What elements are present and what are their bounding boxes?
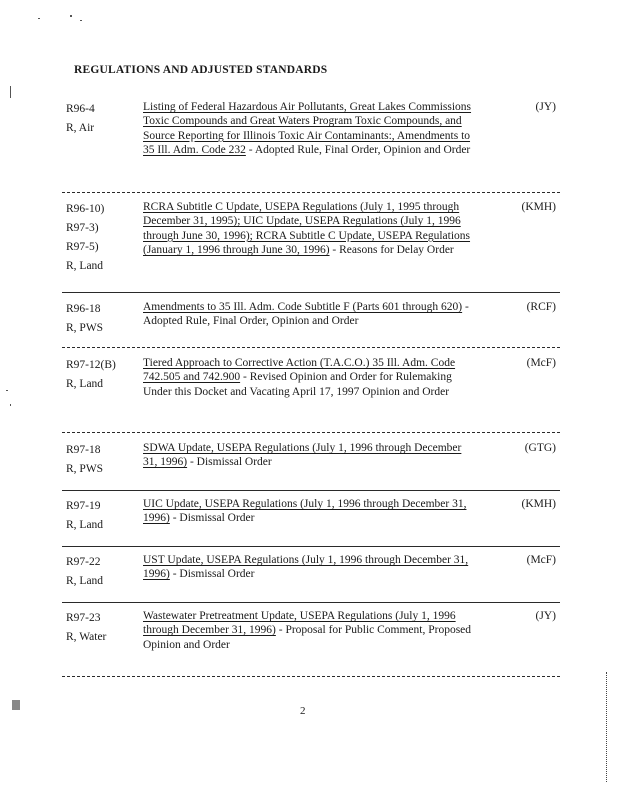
entry-title: Amendments to 35 Ill. Adm. Code Subtitle F (Parts 601 through 620) <box>143 301 463 313</box>
docket-line: R, Water <box>66 631 107 643</box>
docket-line: R, PWS <box>66 463 104 475</box>
entry-description <box>143 300 473 329</box>
entry-action: - Dismissal Order <box>169 512 255 525</box>
staff-initials: (KMH) <box>521 498 556 510</box>
docket-numbers <box>66 100 138 138</box>
docket-line: R, Land <box>66 260 104 272</box>
entry-description <box>143 356 473 399</box>
scan-speck <box>10 404 11 406</box>
entry-divider <box>62 490 560 491</box>
staff-initials: (McF) <box>526 357 556 369</box>
staff-initials: (JY) <box>535 610 556 622</box>
docket-numbers <box>66 609 138 647</box>
docket-line: R, Air <box>66 122 95 134</box>
staff-initials: (McF) <box>526 554 556 566</box>
entry-title: Tiered Approach to Corrective Action (T.A.C.O.) 35 Ill. Adm. Code 742.505 and 742.900 <box>143 357 456 384</box>
docket-line: R97-12(B) <box>66 359 116 371</box>
scan-speck <box>38 18 40 19</box>
staff-initials: (JY) <box>535 101 556 113</box>
entry-action: - Dismissal Order <box>169 568 255 581</box>
docket-line: R97-23 <box>66 612 101 624</box>
scan-speck <box>10 86 11 98</box>
entry-divider <box>62 602 560 603</box>
entry-action: - Revised Opinion and Order for Rulemaking Under this Docket and Vacating April 17, 1997 Opinion and Order <box>143 371 452 398</box>
page-number: 2 <box>300 705 306 717</box>
docket-line: R96-10) <box>66 203 105 215</box>
docket-line: R97-22 <box>66 556 101 568</box>
docket-numbers <box>66 497 138 535</box>
staff-initials: (KMH) <box>521 201 556 213</box>
docket-line: R, Land <box>66 575 104 587</box>
entry-description <box>143 441 473 470</box>
docket-numbers <box>66 553 138 591</box>
docket-numbers <box>66 300 138 338</box>
docket-line: R96-18 <box>66 303 101 315</box>
docket-numbers <box>66 356 138 394</box>
entry-title: Listing of Federal Hazardous Air Pollutants, Great Lakes Commissions Toxic Compounds and Great Waters Program Toxic Compounds, and Source Reporting for Illinois Toxic Air Contaminants:, Amendments to 35 Ill. Adm. Code 232 <box>143 101 472 157</box>
scan-speck <box>70 15 72 17</box>
entry-divider <box>62 292 560 293</box>
entry-action: - Proposal for Public Comment, Proposed Opinion and Order <box>143 624 472 651</box>
entry-description <box>143 100 473 158</box>
entry-divider <box>62 546 560 547</box>
entry-description <box>143 200 473 258</box>
entry-title: UIC Update, USEPA Regulations (July 1, 1996 through December 31, 1996) <box>143 498 467 525</box>
entry-divider <box>62 347 560 348</box>
entry-action: - Dismissal Order <box>187 456 272 469</box>
entry-description <box>143 553 473 582</box>
docket-line: R96-4 <box>66 103 95 115</box>
entry-action: - Reasons for Delay Order <box>329 244 454 257</box>
entry-title: UST Update, USEPA Regulations (July 1, 1996 through December 31, 1996) <box>143 554 469 581</box>
staff-initials: (GTG) <box>524 442 556 454</box>
scan-speck <box>6 390 8 391</box>
docket-line: R97-19 <box>66 500 101 512</box>
entry-divider <box>62 192 560 193</box>
entry-action: - Adopted Rule, Final Order, Opinion and Order <box>143 301 469 328</box>
entry-description <box>143 609 473 652</box>
docket-line: R, PWS <box>66 322 104 334</box>
docket-line: R97-18 <box>66 444 101 456</box>
entry-divider <box>62 676 560 677</box>
docket-line: R, Land <box>66 519 104 531</box>
staff-initials: (RCF) <box>526 301 556 313</box>
entry-title: SDWA Update, USEPA Regulations (July 1, 1996 through December 31, 1996) <box>143 442 462 469</box>
entry-action: - Adopted Rule, Final Order, Opinion and Order <box>245 144 471 157</box>
entry-title: Wastewater Pretreatment Update, USEPA Regulations (July 1, 1996 through December 31, 1996) <box>143 610 456 637</box>
entry-description <box>143 497 473 526</box>
page-title: REGULATIONS AND ADJUSTED STANDARDS <box>74 64 328 76</box>
docket-line: R, Land <box>66 378 104 390</box>
scan-speck <box>80 20 82 21</box>
scan-speck <box>12 700 20 710</box>
docket-line: R97-3) <box>66 222 99 234</box>
entry-title: RCRA Subtitle C Update, USEPA Regulations (July 1, 1995 through December 31, 1995); UIC Update, USEPA Regulations (July 1, 1996 through June 30, 1996); RCRA Subtitle C Update, USEPA Regulations (January 1, 1996 through June 30, 1996) <box>143 201 471 257</box>
docket-numbers <box>66 441 138 479</box>
docket-numbers <box>66 200 138 276</box>
entry-divider <box>62 432 560 433</box>
docket-line: R97-5) <box>66 241 99 253</box>
scan-edge-mark <box>606 672 607 782</box>
